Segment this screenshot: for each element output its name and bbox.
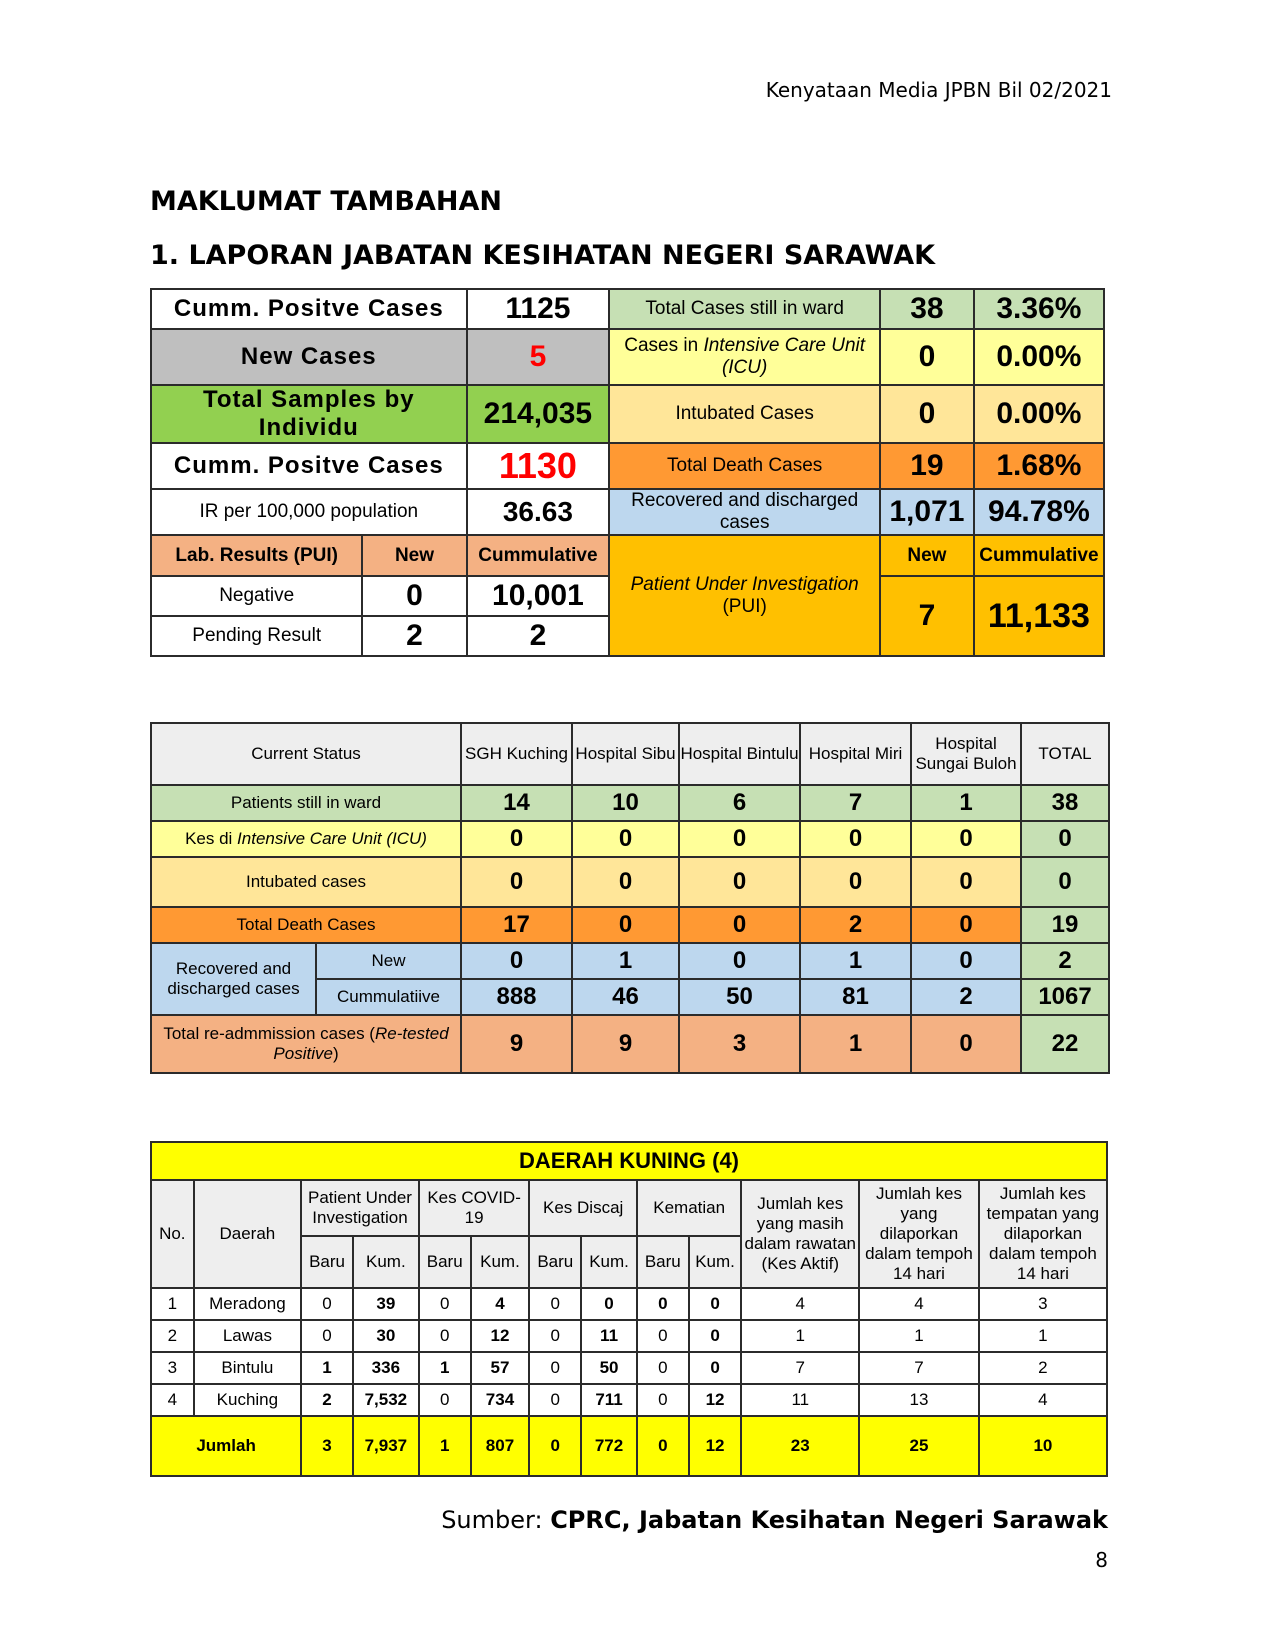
header-hospital-sungai-buloh: Hospital Sungai Buloh — [911, 723, 1021, 785]
header-kematian: Kematian — [637, 1180, 741, 1236]
cumm-positive-label: Cumm. Positve Cases — [151, 289, 467, 329]
intubated-value: 0 — [880, 385, 974, 443]
ward-label: Total Cases still in ward — [609, 289, 880, 329]
cell-value: 0 — [679, 821, 800, 857]
cell-daerah: Lawas — [194, 1320, 302, 1352]
cumm-positive-total-label: Cumm. Positve Cases — [151, 443, 467, 489]
header-no: No. — [151, 1180, 194, 1288]
header-total: TOTAL — [1021, 723, 1109, 785]
samples-value: 214,035 — [467, 385, 610, 443]
cell-value: 0 — [911, 1015, 1021, 1073]
header-local-14-days: Jumlah kes tempatan yang dilaporkan dalam tempoh 14 hari — [979, 1180, 1107, 1288]
intubated-percent: 0.00% — [974, 385, 1104, 443]
cell-total: 1 — [419, 1416, 471, 1476]
header-kum: Kum. — [471, 1236, 530, 1288]
header-14-days: Jumlah kes yang dilaporkan dalam tempoh 14 hari — [859, 1180, 979, 1288]
ir-label: IR per 100,000 population — [151, 489, 467, 535]
ward-percent: 3.36% — [974, 289, 1104, 329]
summary-table — [150, 288, 1105, 657]
cell-total: 2 — [1021, 943, 1109, 979]
header-baru: Baru — [419, 1236, 471, 1288]
source-credit: Sumber: CPRC, Jabatan Kesihatan Negeri Sarawak — [441, 1506, 1108, 1534]
lab-cumulative-label: Cummulative — [467, 535, 610, 576]
intubated-label: Intubated Cases — [609, 385, 880, 443]
cell-value: 1 — [419, 1352, 471, 1384]
header-kum: Kum. — [581, 1236, 637, 1288]
cell-value: 0 — [572, 821, 679, 857]
cell-value: 0 — [572, 907, 679, 943]
cell-value: 50 — [581, 1352, 637, 1384]
header-baru: Baru — [301, 1236, 353, 1288]
total-row — [151, 1416, 1107, 1476]
header-current-status: Current Status — [151, 723, 461, 785]
pui-new-label: New — [880, 535, 974, 576]
cell-total: 807 — [471, 1416, 530, 1476]
cell-daerah: Bintulu — [194, 1352, 302, 1384]
header-baru: Baru — [529, 1236, 581, 1288]
header-baru: Baru — [637, 1236, 689, 1288]
cell-value: 0 — [419, 1288, 471, 1320]
table-row — [151, 1384, 1107, 1416]
cell-no: 4 — [151, 1384, 194, 1416]
recovered-percent: 94.78% — [974, 489, 1104, 535]
cell-no: 1 — [151, 1288, 194, 1320]
district-table-title: DAERAH KUNING (4) — [151, 1142, 1107, 1180]
cell-value: 0 — [461, 821, 572, 857]
cell-daerah: Kuching — [194, 1384, 302, 1416]
cell-total: 0 — [529, 1416, 581, 1476]
cell-value: 11 — [741, 1384, 859, 1416]
header-covid: Kes COVID-19 — [419, 1180, 530, 1236]
cell-value: 4 — [741, 1288, 859, 1320]
header-pui: Patient Under Investigation — [301, 1180, 419, 1236]
row-label: Intubated cases — [151, 857, 461, 907]
cell-daerah: Meradong — [194, 1288, 302, 1320]
cell-value: 711 — [581, 1384, 637, 1416]
cell-value: 1 — [301, 1352, 353, 1384]
cell-value: 1 — [741, 1320, 859, 1352]
death-percent: 1.68% — [974, 443, 1104, 489]
cell-no: 3 — [151, 1352, 194, 1384]
cell-value: 39 — [353, 1288, 419, 1320]
report-heading: 1. LAPORAN JABATAN KESIHATAN NEGERI SARAWAK — [150, 240, 936, 271]
cell-value: 12 — [689, 1384, 742, 1416]
cell-value: 0 — [572, 857, 679, 907]
cell-value: 17 — [461, 907, 572, 943]
document-reference: Kenyataan Media JPBN Bil 02/2021 — [765, 78, 1112, 102]
cell-value: 7 — [859, 1352, 979, 1384]
cell-value: 0 — [689, 1288, 742, 1320]
header-kum: Kum. — [353, 1236, 419, 1288]
cell-value: 0 — [419, 1320, 471, 1352]
negative-new: 0 — [362, 576, 466, 616]
cell-value: 0 — [301, 1320, 353, 1352]
header-active-cases: Jumlah kes yang masih dalam rawatan (Kes Aktif) — [741, 1180, 859, 1288]
cell-value: 0 — [637, 1320, 689, 1352]
cell-value: 734 — [471, 1384, 530, 1416]
cell-value: 4 — [471, 1288, 530, 1320]
cell-value: 2 — [979, 1352, 1107, 1384]
section-heading: MAKLUMAT TAMBAHAN — [150, 186, 502, 217]
cell-value: 7,532 — [353, 1384, 419, 1416]
cell-value: 1 — [800, 1015, 911, 1073]
cell-value: 14 — [461, 785, 572, 821]
header-hospital-miri: Hospital Miri — [800, 723, 911, 785]
new-cases-value: 5 — [467, 329, 610, 385]
cell-total: 38 — [1021, 785, 1109, 821]
new-cases-label: New Cases — [151, 329, 467, 385]
cell-value: 7 — [741, 1352, 859, 1384]
header-hospital-bintulu: Hospital Bintulu — [679, 723, 800, 785]
cell-value: 0 — [581, 1288, 637, 1320]
cell-value: 0 — [529, 1288, 581, 1320]
cumm-positive-total-value: 1130 — [467, 443, 610, 489]
cell-value: 0 — [637, 1384, 689, 1416]
header-sgh-kuching: SGH Kuching — [461, 723, 572, 785]
cell-total: 25 — [859, 1416, 979, 1476]
pending-new: 2 — [362, 616, 466, 656]
row-label: Recovered and discharged cases — [151, 943, 316, 1015]
cell-value: 0 — [689, 1320, 742, 1352]
header-hospital-sibu: Hospital Sibu — [572, 723, 679, 785]
cell-value: 7 — [800, 785, 911, 821]
lab-new-label: New — [362, 535, 466, 576]
table-row — [151, 1352, 1107, 1384]
cell-value: 3 — [979, 1288, 1107, 1320]
page-number: 8 — [1095, 1548, 1108, 1572]
samples-label: Total Samples by Individu — [151, 385, 467, 443]
cell-value: 11 — [581, 1320, 637, 1352]
cell-value: 1 — [572, 943, 679, 979]
row-label: Kes di Intensive Care Unit (ICU) — [151, 821, 461, 857]
cell-value: 57 — [471, 1352, 530, 1384]
icu-percent: 0.00% — [974, 329, 1104, 385]
header-kum: Kum. — [689, 1236, 742, 1288]
cell-value: 0 — [637, 1352, 689, 1384]
ward-value: 38 — [880, 289, 974, 329]
cell-value: 1 — [911, 785, 1021, 821]
cell-value: 2 — [800, 907, 911, 943]
cell-total: 12 — [689, 1416, 742, 1476]
cell-value: 13 — [859, 1384, 979, 1416]
cell-total: 10 — [979, 1416, 1107, 1476]
cell-value: 0 — [461, 857, 572, 907]
pui-label: Patient Under Investigation (PUI) — [609, 535, 880, 656]
pending-label: Pending Result — [151, 616, 362, 656]
hospital-status-table — [150, 722, 1110, 1074]
pending-cumulative: 2 — [467, 616, 610, 656]
cell-value: 1 — [800, 943, 911, 979]
cell-value: 0 — [911, 907, 1021, 943]
pui-new-value: 7 — [880, 576, 974, 656]
total-label: Jumlah — [151, 1416, 301, 1476]
icu-value: 0 — [880, 329, 974, 385]
cell-value: 50 — [679, 979, 800, 1015]
table-row — [151, 1288, 1107, 1320]
cell-total: 22 — [1021, 1015, 1109, 1073]
cell-value: 2 — [301, 1384, 353, 1416]
cell-value: 0 — [419, 1384, 471, 1416]
cell-value: 0 — [911, 857, 1021, 907]
sub-label-cumulative: Cummulatiive — [316, 979, 461, 1015]
cell-value: 0 — [301, 1288, 353, 1320]
cell-value: 1 — [859, 1320, 979, 1352]
sub-label-new: New — [316, 943, 461, 979]
district-table — [150, 1141, 1108, 1477]
cell-value: 3 — [679, 1015, 800, 1073]
cell-value: 12 — [471, 1320, 530, 1352]
cell-value: 0 — [529, 1320, 581, 1352]
cell-no: 2 — [151, 1320, 194, 1352]
row-label: Total Death Cases — [151, 907, 461, 943]
cell-value: 0 — [461, 943, 572, 979]
cell-total: 3 — [301, 1416, 353, 1476]
cell-value: 10 — [572, 785, 679, 821]
table-row — [151, 1320, 1107, 1352]
row-label: Patients still in ward — [151, 785, 461, 821]
cell-total: 23 — [741, 1416, 859, 1476]
pui-cumulative-value: 11,133 — [974, 576, 1104, 656]
cell-value: 0 — [679, 907, 800, 943]
cell-total: 0 — [1021, 857, 1109, 907]
cell-value: 0 — [637, 1288, 689, 1320]
cell-value: 6 — [679, 785, 800, 821]
cell-value: 4 — [979, 1384, 1107, 1416]
header-daerah: Daerah — [194, 1180, 302, 1288]
recovered-label: Recovered and discharged cases — [609, 489, 880, 535]
cell-total: 1067 — [1021, 979, 1109, 1015]
cell-total: 7,937 — [353, 1416, 419, 1476]
lab-results-label: Lab. Results (PUI) — [151, 535, 362, 576]
cell-value: 0 — [689, 1352, 742, 1384]
negative-cumulative: 10,001 — [467, 576, 610, 616]
icu-label: Cases in Intensive Care Unit (ICU) — [609, 329, 880, 385]
cell-total: 0 — [1021, 821, 1109, 857]
cell-value: 0 — [800, 821, 911, 857]
cumm-positive-value: 1125 — [467, 289, 610, 329]
cell-value: 4 — [859, 1288, 979, 1320]
cell-value: 46 — [572, 979, 679, 1015]
cell-value: 336 — [353, 1352, 419, 1384]
cell-value: 9 — [461, 1015, 572, 1073]
cell-value: 0 — [529, 1352, 581, 1384]
cell-total: 0 — [637, 1416, 689, 1476]
cell-value: 0 — [911, 943, 1021, 979]
death-value: 19 — [880, 443, 974, 489]
ir-value: 36.63 — [467, 489, 610, 535]
cell-value: 888 — [461, 979, 572, 1015]
cell-value: 1 — [979, 1320, 1107, 1352]
cell-value: 81 — [800, 979, 911, 1015]
cell-value: 0 — [679, 943, 800, 979]
cell-value: 30 — [353, 1320, 419, 1352]
row-label: Total re-admmission cases (Re-tested Positive) — [151, 1015, 461, 1073]
cell-value: 0 — [800, 857, 911, 907]
header-discaj: Kes Discaj — [529, 1180, 637, 1236]
recovered-value: 1,071 — [880, 489, 974, 535]
cell-total: 772 — [581, 1416, 637, 1476]
negative-label: Negative — [151, 576, 362, 616]
cell-value: 0 — [679, 857, 800, 907]
death-label: Total Death Cases — [609, 443, 880, 489]
cell-value: 0 — [911, 821, 1021, 857]
cell-total: 19 — [1021, 907, 1109, 943]
pui-cumulative-label: Cummulative — [974, 535, 1104, 576]
cell-value: 0 — [529, 1384, 581, 1416]
cell-value: 2 — [911, 979, 1021, 1015]
cell-value: 9 — [572, 1015, 679, 1073]
